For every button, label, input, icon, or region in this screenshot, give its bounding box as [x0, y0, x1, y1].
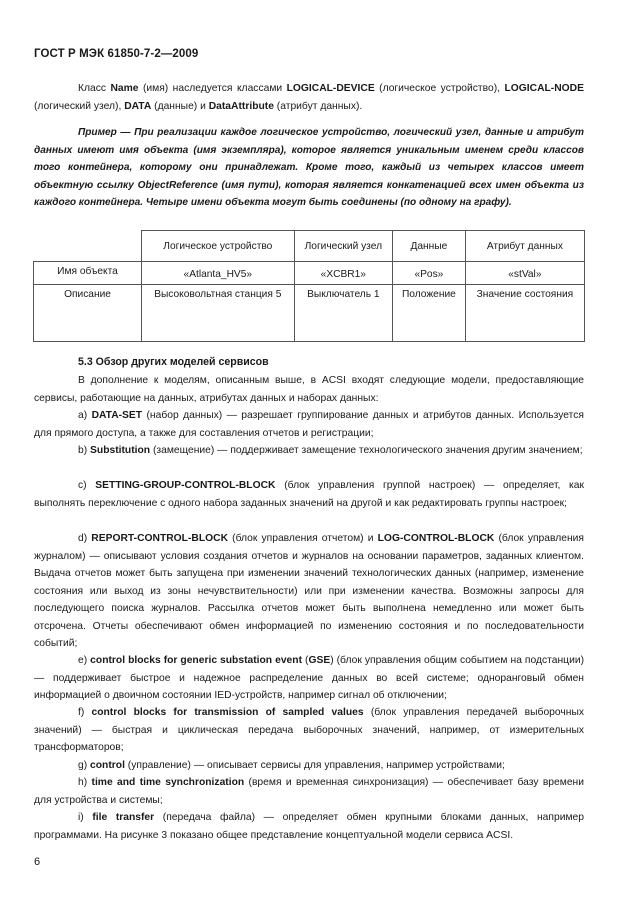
table-cell: «Atlanta_HV5» [142, 262, 295, 285]
section-title: 5.3 Обзор других моделей сервисов [78, 356, 269, 368]
table-cell: «stVal» [465, 262, 584, 285]
table-cell: Выключатель 1 [294, 285, 392, 342]
list-item: c) SETTING-GROUP-CONTROL-BLOCK (блок управления группой настроек) — определяет, как выполнять переключение с одного набора заданных значений на другой и как редактировать группы настроек; [34, 480, 584, 509]
table-header-row [34, 231, 585, 262]
page-number: 6 [34, 856, 41, 868]
table-cell: Значение состояния [465, 285, 584, 342]
table-header-cell: Данные [393, 231, 466, 262]
list-item: h) time and time synchronization (время и временная синхронизация) — обеспечивает базу времени для устройства и системы; [34, 777, 584, 806]
table-row [34, 262, 585, 285]
list-item: e) control blocks for generic substation event (GSE) (блок управления общим событием на подстанции) — поддерживает быстрое и надежное распределение данных во всей системе; одноранговый обмен информацией о двоичном состоянии IED-устройств, например сигнал об отключении; [34, 655, 584, 701]
table-cell: Имя объекта [34, 262, 142, 285]
list-item: a) DATA-SET (набор данных) — разрешает группирование данных и атрибутов данных. Используется для прямого доступа, а также для составления отчетов и регистрации; [34, 410, 584, 439]
section-lead: В дополнение к моделям, описанным выше, в ACSI входят следующие модели, предоставляющие сервисы, работающие на данных, атрибутах данных и наборах данных: [34, 375, 584, 404]
table-header-cell: Логический узел [294, 231, 392, 262]
list-item: b) Substitution (замещение) — поддерживает замещение технологического значения другим значением; [78, 445, 583, 456]
table-header-cell: Логическое устройство [142, 231, 295, 262]
table-cell: Высоковольтная станция 5 [142, 285, 295, 342]
intro-paragraph: Класс Name (имя) наследуется классами LOGICAL-DEVICE (логическое устройство), LOGICAL-NODE (логический узел), DATA (данные) и DataAttribute (атрибут данных). [34, 83, 584, 112]
list-item: i) file transfer (передача файла) — определяет обмен крупными блоками данных, например программами. На рисунке 3 показано общее представление концептуальной модели сервиса ACSI. [34, 812, 584, 841]
table-cell: «Pos» [393, 262, 466, 285]
list-item: g) control (управление) — описывает сервисы для управления, например устройствами; [78, 760, 505, 771]
table-header-cell: Атрибут данных [465, 231, 584, 262]
table-cell: Описание [34, 285, 142, 342]
object-name-table [33, 230, 585, 342]
list-item: d) REPORT-CONTROL-BLOCK (блок управления отчетом) и LOG-CONTROL-BLOCK (блок управления журналом) — описывают условия создания отчетов и журналов на основании параметров, заданных клиентом. Выдача отчетов может быть запущена при изменении значений технологических данных (например, изменение состояния или выход из зоны нечувствительности) или при изменении качества. Возможны запросы для последующего поиска журналов. Рассылка отчетов может быть выполнена немедленно или может быть отсрочена. Отчеты обеспечивают обмен информацией по изменению состояния и по последовательности событий; [34, 533, 584, 649]
page-header: ГОСТ Р МЭК 61850-7-2—2009 [34, 48, 199, 60]
list-item: f) control blocks for transmission of sampled values (блок управления передачей выборочных значений) — быстрая и циклическая передача выборочных значений, например, от измерительных трансформаторов; [34, 707, 585, 753]
table-cell: «XCBR1» [294, 262, 392, 285]
table-header-cell [34, 231, 142, 262]
table-cell: Положение [393, 285, 466, 342]
table-row [34, 285, 585, 342]
example-note: Пример — При реализации каждое логическое устройство, логический узел, данные и атрибут данных имеют имя объекта (имя экземпляра), которое является уникальным именем среди классов того контейнера, которому они принадлежат. Кроме того, каждый из четырех классов имеет объектную ссылку ObjectReference (имя пути), которая является конкатенацией всех имен объекта из каждого контейнера. Четыре имени объекта могут быть соединены (по одному на графу). [34, 127, 584, 208]
